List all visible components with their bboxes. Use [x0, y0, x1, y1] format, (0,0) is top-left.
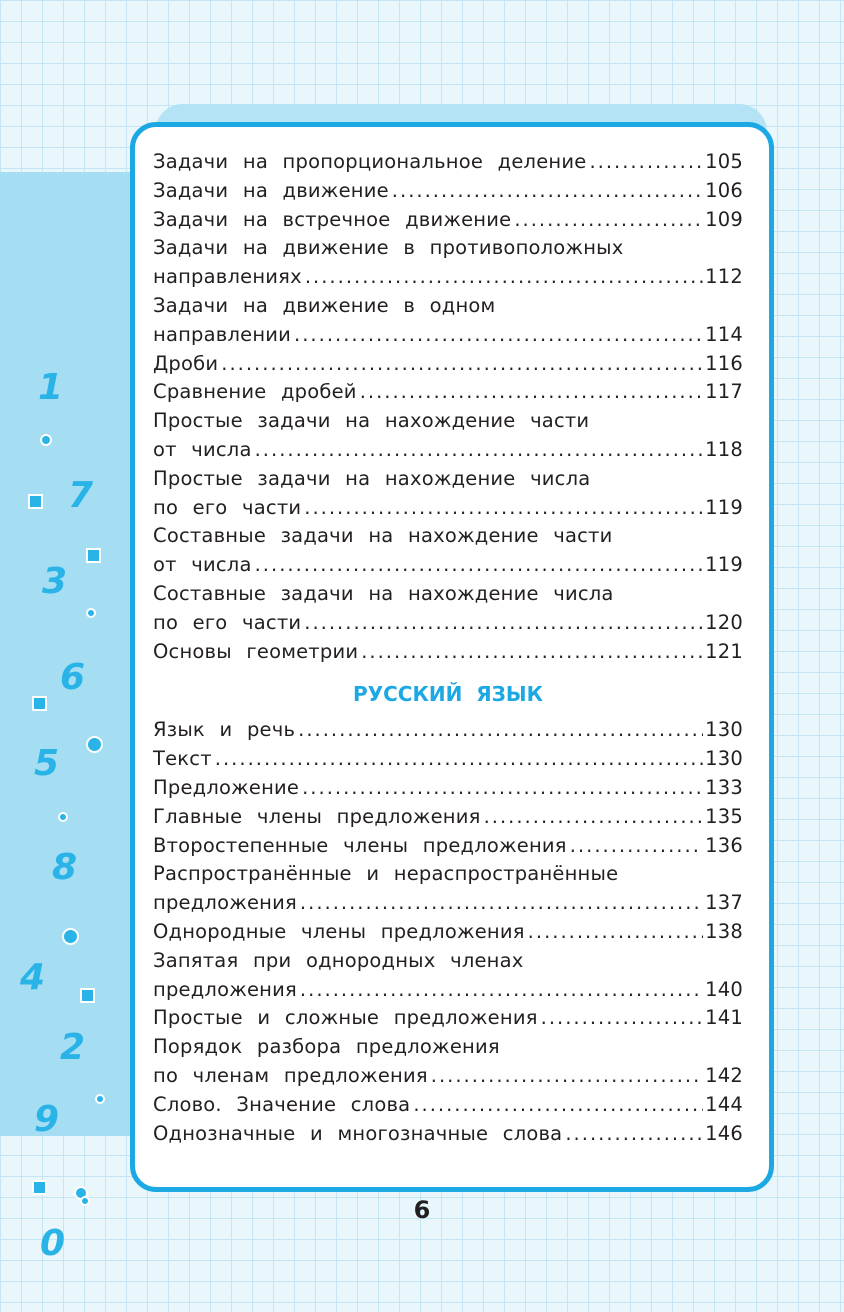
toc-entry-page: 116: [705, 351, 743, 375]
toc-entry-page: 146: [705, 1121, 743, 1145]
decor-square: [80, 988, 95, 1003]
toc-entry[interactable]: [153, 436, 743, 465]
toc-entry-title: по его части: [153, 495, 302, 519]
side-decoration-strip: [0, 172, 150, 1264]
dot-leader: [298, 716, 703, 745]
toc-entry[interactable]: [153, 465, 743, 494]
dot-leader: [413, 1091, 703, 1120]
decor-digit: 0: [40, 1223, 66, 1264]
toc-entry[interactable]: [153, 407, 743, 436]
toc-entry-title: Предложение: [153, 775, 300, 799]
toc-entry[interactable]: [153, 1004, 743, 1033]
toc-entry-title: Однозначные и многозначные слова: [153, 1121, 563, 1145]
toc-entry[interactable]: [153, 148, 743, 177]
dot-leader: [305, 263, 703, 292]
toc-entry-page: 138: [705, 919, 743, 943]
toc-entry-title: по членам предложения: [153, 1063, 428, 1087]
toc-entry-title: Простые и сложные предложения: [153, 1006, 538, 1030]
dot-leader: [360, 378, 703, 407]
toc-entry[interactable]: [153, 350, 743, 379]
toc-entry-page: 136: [705, 833, 743, 857]
decor-square: [32, 1180, 47, 1195]
toc-entry[interactable]: [153, 234, 743, 263]
toc-entry-page: 112: [705, 265, 743, 289]
dot-leader: [570, 832, 703, 861]
decor-digit: 6: [60, 657, 86, 698]
toc-entry-title: Задачи на движение: [153, 178, 389, 202]
dot-leader: [528, 918, 704, 947]
toc-entry-page: 106: [705, 178, 743, 202]
toc-entry-page: 142: [705, 1063, 743, 1087]
decor-dot: [86, 608, 96, 618]
dot-leader: [392, 177, 703, 206]
dot-leader: [431, 1062, 703, 1091]
decor-digit: 3: [42, 561, 68, 602]
toc-entry-title: Дроби: [153, 351, 219, 375]
toc-entry-page: 140: [705, 977, 743, 1001]
toc-entry-page: 119: [705, 553, 743, 577]
toc-entry-page: 135: [705, 804, 743, 828]
toc-entry-title: Распространённые и нераспространённые: [153, 862, 619, 886]
toc-entry-title: направлениях: [153, 265, 302, 289]
toc-entry[interactable]: [153, 716, 743, 745]
toc-entry[interactable]: [153, 1091, 743, 1120]
toc-entry[interactable]: [153, 263, 743, 292]
toc-entry-title: Составные задачи на нахождение части: [153, 524, 613, 548]
toc-entry[interactable]: [153, 177, 743, 206]
toc-entry-title: Задачи на движение в противоположных: [153, 236, 624, 260]
toc-entry-page: 118: [705, 437, 743, 461]
toc-entry-title: Второстепенные члены предложения: [153, 833, 567, 857]
toc-entry[interactable]: [153, 609, 743, 638]
dot-leader: [484, 803, 704, 832]
toc-entry[interactable]: [153, 976, 743, 1005]
toc-entry-title: предложения: [153, 977, 297, 1001]
toc-entry-page: 144: [705, 1092, 743, 1116]
dot-leader: [255, 436, 704, 465]
decor-digit: 4: [20, 957, 46, 998]
decor-digit: 9: [34, 1099, 60, 1140]
toc-entry[interactable]: [153, 638, 743, 667]
decor-digit: 2: [60, 1027, 86, 1068]
dot-leader: [589, 148, 703, 177]
toc-entry[interactable]: [153, 774, 743, 803]
toc-entry-page: 133: [705, 775, 743, 799]
decor-square: [32, 696, 47, 711]
decor-dot: [86, 736, 103, 753]
toc-entry-title: Запятая при однородных членах: [153, 948, 524, 972]
toc-entry[interactable]: [153, 206, 743, 235]
toc-entry-title: Сравнение дробей: [153, 380, 357, 404]
dot-leader: [361, 638, 703, 667]
dot-leader: [300, 976, 703, 1005]
decor-digit: 8: [52, 847, 78, 888]
toc-entry-title: Основы геометрии: [153, 639, 359, 663]
decor-dot: [62, 928, 79, 945]
toc-entry[interactable]: [153, 494, 743, 523]
toc-entry-page: 137: [705, 891, 743, 915]
toc-entry-page: 119: [705, 495, 743, 519]
toc-entry[interactable]: [153, 1033, 743, 1062]
toc-entry-page: 120: [705, 610, 743, 634]
toc-entry[interactable]: [153, 832, 743, 861]
dot-leader: [294, 321, 703, 350]
toc-entry-page: 117: [705, 380, 743, 404]
toc-entry-title: Простые задачи на нахождение части: [153, 409, 590, 433]
decor-dot: [95, 1094, 105, 1104]
toc-entry[interactable]: [153, 1120, 743, 1149]
toc-entry-page: 109: [705, 207, 743, 231]
section-heading: РУССКИЙ ЯЗЫК: [353, 682, 543, 707]
toc-entry-title: Язык и речь: [153, 718, 296, 742]
dot-leader: [565, 1120, 703, 1149]
dot-leader: [541, 1004, 704, 1033]
toc-entry[interactable]: [153, 918, 743, 947]
page-number: 6: [413, 1196, 431, 1224]
toc-entry-page: 130: [705, 747, 743, 771]
toc-entry-title: Слово. Значение слова: [153, 1092, 411, 1116]
toc-entry-title: направлении: [153, 322, 292, 346]
dot-leader: [514, 206, 703, 235]
toc-entry-title: по его части: [153, 610, 302, 634]
toc-entry-title: от числа: [153, 553, 252, 577]
toc-russian-section: [153, 716, 743, 1148]
toc-entry-page: 114: [705, 322, 743, 346]
toc-entry-page: 105: [705, 150, 743, 173]
toc-entry-title: Порядок разбора предложения: [153, 1035, 500, 1059]
decor-square: [86, 548, 101, 563]
toc-entry-title: предложения: [153, 891, 297, 915]
toc-entry-title: Задачи на встречное движение: [153, 207, 512, 231]
toc-entry-title: Задачи на движение в одном: [153, 293, 496, 317]
toc-entry-title: Задачи на пропорциональное деление: [153, 150, 587, 173]
dot-leader: [304, 609, 703, 638]
dot-leader: [221, 350, 703, 379]
toc-entry-page: 121: [705, 639, 743, 663]
decor-dot: [40, 434, 52, 446]
toc-entry[interactable]: [153, 551, 743, 580]
toc-entry[interactable]: [153, 292, 743, 321]
toc-entry[interactable]: [153, 947, 743, 976]
toc-entry[interactable]: [153, 378, 743, 407]
table-of-contents: [153, 148, 743, 1148]
toc-entry[interactable]: [153, 580, 743, 609]
toc-entry[interactable]: [153, 321, 743, 350]
dot-leader: [215, 745, 703, 774]
toc-entry-title: Главные члены предложения: [153, 804, 481, 828]
toc-entry-title: от числа: [153, 437, 252, 461]
toc-entry[interactable]: [153, 860, 743, 889]
toc-entry[interactable]: [153, 1062, 743, 1091]
toc-entry-title: Простые задачи на нахождение числа: [153, 466, 591, 490]
toc-entry-title: Однородные члены предложения: [153, 919, 525, 943]
dot-leader: [255, 551, 704, 580]
dot-leader: [304, 494, 703, 523]
decor-digit: 5: [34, 743, 60, 784]
toc-entry-title: Составные задачи на нахождение числа: [153, 581, 614, 605]
decor-digit: 1: [38, 367, 64, 408]
decor-square: [28, 494, 43, 509]
toc-entry[interactable]: [153, 745, 743, 774]
toc-entry-title: Текст: [153, 747, 212, 771]
toc-entry[interactable]: [153, 522, 743, 551]
dot-leader: [300, 889, 703, 918]
dot-leader: [302, 774, 703, 803]
decor-dot: [58, 812, 68, 822]
toc-entry-page: 141: [705, 1006, 743, 1030]
decor-digit: 7: [68, 475, 94, 516]
toc-entry-page: 130: [705, 718, 743, 742]
toc-math-section: [153, 148, 743, 666]
toc-entry[interactable]: [153, 803, 743, 832]
toc-entry[interactable]: [153, 889, 743, 918]
